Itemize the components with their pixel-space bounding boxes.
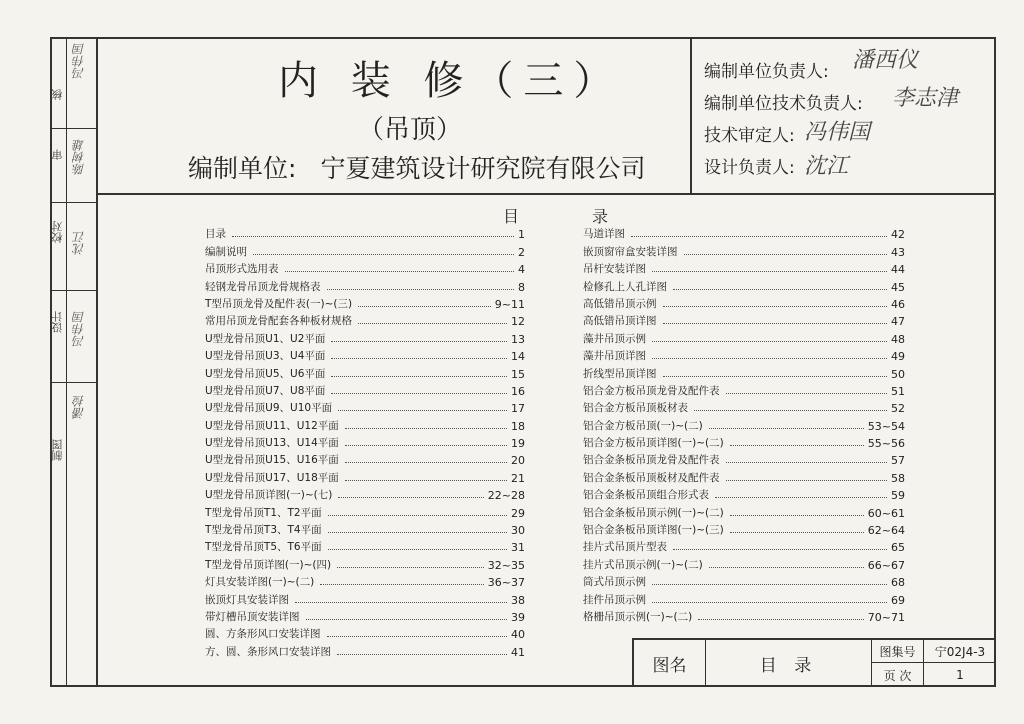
toc-entry-title: 铝合金方板吊顶(一)~(二) xyxy=(583,419,703,432)
toc-entry-title: U型龙骨吊顶U15、U16平面 xyxy=(205,454,339,467)
toc-leader-dots xyxy=(726,462,888,463)
toc-entry-title: T型龙骨吊顶T3、T4平面 xyxy=(205,524,322,537)
toc-entry-title: 挂件吊顶示例 xyxy=(583,593,646,606)
toc-leader-dots xyxy=(652,341,887,342)
toc-entry-title: U型龙骨吊顶U7、U8平面 xyxy=(205,384,326,397)
toc-entry-page: 20 xyxy=(511,454,525,468)
toc-entry-title: 铝合金条板吊顶板材及配件表 xyxy=(583,471,720,484)
toc-leader-dots xyxy=(358,306,491,307)
toc-leader-dots xyxy=(295,602,507,603)
toc-leader-dots xyxy=(652,271,887,272)
toc-entry xyxy=(583,398,905,415)
toc-entry-title: 挂片式吊顶示例(一)~(二) xyxy=(583,558,703,571)
toc-leader-dots xyxy=(698,619,864,620)
toc-entry-title: 铝合金方板吊顶详图(一)~(二) xyxy=(583,437,724,450)
toc-entry-page: 51 xyxy=(891,384,905,398)
toc-entry xyxy=(205,467,525,484)
toc-entry-page: 38 xyxy=(511,593,525,607)
toc-entry xyxy=(205,259,525,276)
toc-entry-page: 44 xyxy=(891,263,905,277)
toc-leader-dots xyxy=(684,254,888,255)
compiling-unit-name: 宁夏建筑设计研究院有限公司 xyxy=(320,154,646,183)
toc-entry-title: 方、圆、条形风口安装详图 xyxy=(205,645,331,658)
toc-entry xyxy=(205,537,525,554)
toc-entry-page: 55~56 xyxy=(867,437,905,451)
toc-entry xyxy=(205,572,525,589)
toc-leader-dots xyxy=(709,428,864,429)
toc-entry-page: 45 xyxy=(891,280,905,294)
toc-entry xyxy=(583,346,905,363)
toc-entry xyxy=(205,520,525,537)
toc-entry xyxy=(205,415,525,432)
toc-entry-page: 43 xyxy=(891,245,905,259)
strip-cell-draw xyxy=(50,383,96,483)
toc-entry xyxy=(583,607,905,624)
strip-signature: 潘捡 xyxy=(72,395,86,419)
toc-entry-page: 70~71 xyxy=(867,610,905,624)
strip-label: 审 xyxy=(51,149,64,160)
toc-leader-dots xyxy=(328,532,507,533)
toc-entry-title: T型龙骨吊顶T5、T6平面 xyxy=(205,541,322,554)
title-block-atlas-label: 图集号 xyxy=(872,640,924,663)
toc-entry-title: U型龙骨吊顶详图(一)~(七) xyxy=(205,489,333,502)
toc-entry-title: 吊杆安装详图 xyxy=(583,263,646,276)
title-block-page-label: 页 次 xyxy=(872,663,924,687)
toc-leader-dots xyxy=(694,410,887,411)
toc-entry-page: 68 xyxy=(891,576,905,590)
toc-entry-title: 目录 xyxy=(205,228,226,241)
strip-signature: 冯伟国 xyxy=(72,311,86,347)
toc-leader-dots xyxy=(345,428,507,429)
toc-leader-dots xyxy=(328,549,507,550)
toc-entry-page: 21 xyxy=(511,471,525,485)
toc-entry-page: 46 xyxy=(891,297,905,311)
toc-entry-page: 8 xyxy=(518,280,525,294)
toc-entry xyxy=(583,276,905,293)
toc-entry-title: T型吊顶龙骨及配件表(一)~(三) xyxy=(205,297,353,310)
toc-leader-dots xyxy=(232,236,514,237)
toc-entry-title: 检修孔上人孔详图 xyxy=(583,280,667,293)
toc-left-column xyxy=(205,224,525,659)
toc-entry xyxy=(205,241,525,258)
strip-label: 制图 xyxy=(51,439,64,461)
toc-leader-dots xyxy=(652,584,887,585)
toc-leader-dots xyxy=(652,358,887,359)
toc-entry-page: 60~61 xyxy=(867,506,905,520)
toc-entry-title: U型龙骨吊顶U5、U6平面 xyxy=(205,367,326,380)
toc-leader-dots xyxy=(345,462,507,463)
toc-leader-dots xyxy=(320,584,484,585)
toc-entry xyxy=(205,311,525,328)
strip-cell-review xyxy=(50,37,96,129)
toc-entry xyxy=(205,450,525,467)
toc-leader-dots xyxy=(331,393,507,394)
toc-entry-title: T型龙骨吊顶详图(一)~(四) xyxy=(205,558,332,571)
toc-entry-title: U型龙骨吊顶U1、U2平面 xyxy=(205,332,326,345)
strip-signature: 陈树雄 xyxy=(72,139,86,175)
toc-entry xyxy=(205,276,525,293)
compiling-unit-label: 编制单位: xyxy=(188,154,297,183)
strip-signature: 沈江 xyxy=(72,231,86,255)
toc-entry xyxy=(583,259,905,276)
toc-entry-page: 47 xyxy=(891,315,905,329)
sign-label: 技术审定人: xyxy=(704,126,795,146)
toc-entry xyxy=(205,641,525,658)
toc-leader-dots xyxy=(253,254,514,255)
compiling-unit xyxy=(188,149,645,185)
toc-leader-dots xyxy=(673,549,887,550)
header-block xyxy=(98,37,996,195)
handwritten-signature: 沈江 xyxy=(804,154,849,179)
handwritten-signature: 李志津 xyxy=(892,86,959,111)
toc-entry xyxy=(205,502,525,519)
toc-entry-page: 42 xyxy=(891,228,905,242)
toc-right-column xyxy=(583,224,905,624)
toc-entry-page: 53~54 xyxy=(867,419,905,433)
toc-entry xyxy=(583,311,905,328)
toc-leader-dots xyxy=(306,619,508,620)
toc-entry-page: 58 xyxy=(891,471,905,485)
toc-entry-page: 18 xyxy=(511,419,525,433)
toc-leader-dots xyxy=(338,497,483,498)
toc-entry xyxy=(205,381,525,398)
toc-entry xyxy=(583,589,905,606)
toc-leader-dots xyxy=(726,393,888,394)
sign-label: 编制单位技术负责人: xyxy=(704,94,863,114)
toc-entry xyxy=(583,294,905,311)
strip-label: 核 xyxy=(51,89,64,100)
toc-entry-title: 筒式吊顶示例 xyxy=(583,576,646,589)
toc-entry-page: 59 xyxy=(891,489,905,503)
toc-entry-title: U型龙骨吊顶U13、U14平面 xyxy=(205,437,339,450)
toc-leader-dots xyxy=(337,567,484,568)
toc-entry xyxy=(205,607,525,624)
toc-leader-dots xyxy=(331,341,507,342)
toc-entry-page: 49 xyxy=(891,350,905,364)
toc-leader-dots xyxy=(663,323,888,324)
toc-leader-dots xyxy=(715,497,887,498)
toc-entry xyxy=(583,467,905,484)
toc-entry-title: 铝合金条板吊顶龙骨及配件表 xyxy=(583,454,720,467)
toc-entry-title: U型龙骨吊顶U9、U10平面 xyxy=(205,402,333,415)
drawing-title: 内 装 修（三） xyxy=(278,58,624,104)
toc-leader-dots xyxy=(327,636,508,637)
toc-leader-dots xyxy=(331,376,507,377)
handwritten-signature: 潘西仪 xyxy=(852,48,919,73)
toc-entry-page: 9~11 xyxy=(494,297,525,311)
title-block-atlas-value: 宁02J4-3 xyxy=(924,640,996,663)
toc-entry-page: 12 xyxy=(511,315,525,329)
responsible-persons-box xyxy=(690,37,996,193)
toc-entry-title: 轻钢龙骨吊顶龙骨规格表 xyxy=(205,280,321,293)
toc-leader-dots xyxy=(358,323,507,324)
toc-leader-dots xyxy=(709,567,864,568)
toc-entry-title: U型龙骨吊顶U17、U18平面 xyxy=(205,471,339,484)
toc-entry-page: 4 xyxy=(518,263,525,277)
toc-leader-dots xyxy=(673,289,887,290)
toc-entry-page: 17 xyxy=(511,402,525,416)
toc-leader-dots xyxy=(285,271,515,272)
toc-entry-title: 带灯槽吊顶安装详图 xyxy=(205,610,300,623)
toc-entry-page: 30 xyxy=(511,524,525,538)
drawing-subtitle: （吊顶） xyxy=(358,115,463,145)
toc-entry-page: 50 xyxy=(891,367,905,381)
toc-leader-dots xyxy=(663,376,888,377)
toc-entry-title: 铝合金条板吊顶示例(一)~(二) xyxy=(583,506,724,519)
toc-entry xyxy=(583,554,905,571)
toc-entry xyxy=(583,224,905,241)
toc-entry-page: 31 xyxy=(511,541,525,555)
strip-cell-approve xyxy=(50,129,96,203)
toc-leader-dots xyxy=(726,480,888,481)
toc-leader-dots xyxy=(345,480,507,481)
toc-entry-title: 圆、方条形风口安装详图 xyxy=(205,628,321,641)
toc-entry-page: 69 xyxy=(891,593,905,607)
toc-leader-dots xyxy=(663,306,888,307)
toc-entry xyxy=(583,520,905,537)
toc-leader-dots xyxy=(328,515,507,516)
toc-entry-title: 铝合金条板吊顶组合形式表 xyxy=(583,489,709,502)
toc-entry-title: 铝合金方板吊顶龙骨及配件表 xyxy=(583,384,720,397)
toc-entry xyxy=(583,485,905,502)
toc-leader-dots xyxy=(338,410,507,411)
toc-entry-title: 常用吊顶龙骨配套各种板材规格 xyxy=(205,315,352,328)
strip-signature: 冯伟国 xyxy=(72,43,86,79)
toc-entry-page: 14 xyxy=(511,350,525,364)
toc-entry-title: 格栅吊顶示例(一)~(二) xyxy=(583,610,693,623)
toc-leader-dots xyxy=(631,236,887,237)
toc-entry xyxy=(583,381,905,398)
toc-leader-dots xyxy=(730,515,864,516)
toc-entry-page: 62~64 xyxy=(867,524,905,538)
toc-entry-page: 48 xyxy=(891,332,905,346)
toc-entry xyxy=(583,537,905,554)
toc-entry-page: 52 xyxy=(891,402,905,416)
toc-entry-page: 13 xyxy=(511,332,525,346)
toc-entry xyxy=(583,415,905,432)
title-block xyxy=(632,638,996,687)
toc-entry-title: 嵌顶灯具安装详图 xyxy=(205,593,289,606)
toc-entry-page: 39 xyxy=(511,610,525,624)
toc-entry-title: U型龙骨吊顶U3、U4平面 xyxy=(205,350,326,363)
toc-entry xyxy=(583,502,905,519)
toc-entry-title: 折线型吊顶详图 xyxy=(583,367,657,380)
toc-entry-title: 挂片式吊顶片型表 xyxy=(583,541,667,554)
toc-leader-dots xyxy=(345,445,507,446)
strip-label: 校对 xyxy=(51,221,64,243)
toc-entry-page: 16 xyxy=(511,384,525,398)
toc-entry xyxy=(205,224,525,241)
toc-entry-page: 2 xyxy=(518,245,525,259)
toc-entry-page: 41 xyxy=(511,645,525,659)
toc-entry-page: 57 xyxy=(891,454,905,468)
title-block-name-label: 图名 xyxy=(634,640,706,687)
toc-entry-title: 铝合金方板吊顶板材表 xyxy=(583,402,688,415)
toc-heading-left: 目 xyxy=(503,207,520,226)
toc-leader-dots xyxy=(327,289,515,290)
toc-entry xyxy=(205,398,525,415)
toc-entry xyxy=(583,328,905,345)
toc-entry xyxy=(583,433,905,450)
toc-entry-title: 嵌顶窗帘盒安装详图 xyxy=(583,245,678,258)
toc-entry-page: 66~67 xyxy=(867,558,905,572)
toc-entry xyxy=(583,363,905,380)
toc-entry xyxy=(205,328,525,345)
toc-entry-page: 32~35 xyxy=(487,558,525,572)
strip-cell-design xyxy=(50,291,96,383)
toc-entry-title: T型龙骨吊顶T1、T2平面 xyxy=(205,506,322,519)
toc-leader-dots xyxy=(331,358,507,359)
toc-entry-page: 1 xyxy=(518,228,525,242)
toc-entry-title: 高低错吊顶示例 xyxy=(583,297,657,310)
side-signature-strip xyxy=(50,37,98,687)
toc-entry-title: 高低错吊顶详图 xyxy=(583,315,657,328)
toc-entry-title: U型龙骨吊顶U11、U12平面 xyxy=(205,419,339,432)
strip-cell-check xyxy=(50,203,96,291)
toc-entry xyxy=(583,572,905,589)
toc-leader-dots xyxy=(652,602,887,603)
toc-entry xyxy=(205,485,525,502)
toc-entry-title: 铝合金条板吊顶详图(一)~(三) xyxy=(583,524,724,537)
toc-entry xyxy=(205,624,525,641)
toc-entry-page: 65 xyxy=(891,541,905,555)
toc-entry-title: 吊顶形式选用表 xyxy=(205,263,279,276)
toc-entry-title: 藻井吊顶示例 xyxy=(583,332,646,345)
toc-entry xyxy=(583,241,905,258)
title-block-name-value: 目 录 xyxy=(706,640,872,687)
toc-entry-page: 22~28 xyxy=(487,489,525,503)
toc-entry-title: 编制说明 xyxy=(205,245,247,258)
toc-entry xyxy=(583,450,905,467)
title-block-page-value: 1 xyxy=(956,668,964,682)
toc-entry-page: 15 xyxy=(511,367,525,381)
handwritten-signature: 冯伟国 xyxy=(804,120,871,145)
toc-leader-dots xyxy=(730,532,864,533)
sign-label: 设计负责人: xyxy=(704,158,795,178)
toc-entry xyxy=(205,589,525,606)
toc-entry xyxy=(205,433,525,450)
toc-entry xyxy=(205,554,525,571)
toc-entry-page: 40 xyxy=(511,628,525,642)
toc-entry-title: 马道详图 xyxy=(583,228,625,241)
toc-entry-page: 36~37 xyxy=(487,576,525,590)
strip-label: 设计 xyxy=(51,311,64,333)
toc-entry xyxy=(205,294,525,311)
toc-leader-dots xyxy=(337,654,507,655)
toc-entry-page: 29 xyxy=(511,506,525,520)
toc-entry-page: 19 xyxy=(511,437,525,451)
sign-label: 编制单位负责人: xyxy=(704,62,829,82)
toc-entry-title: 藻井吊顶详图 xyxy=(583,350,646,363)
toc-entry xyxy=(205,363,525,380)
toc-entry xyxy=(205,346,525,363)
toc-entry-title: 灯具安装详图(一)~(二) xyxy=(205,576,315,589)
toc-leader-dots xyxy=(730,445,864,446)
toc-heading-right: 录 xyxy=(592,207,609,226)
